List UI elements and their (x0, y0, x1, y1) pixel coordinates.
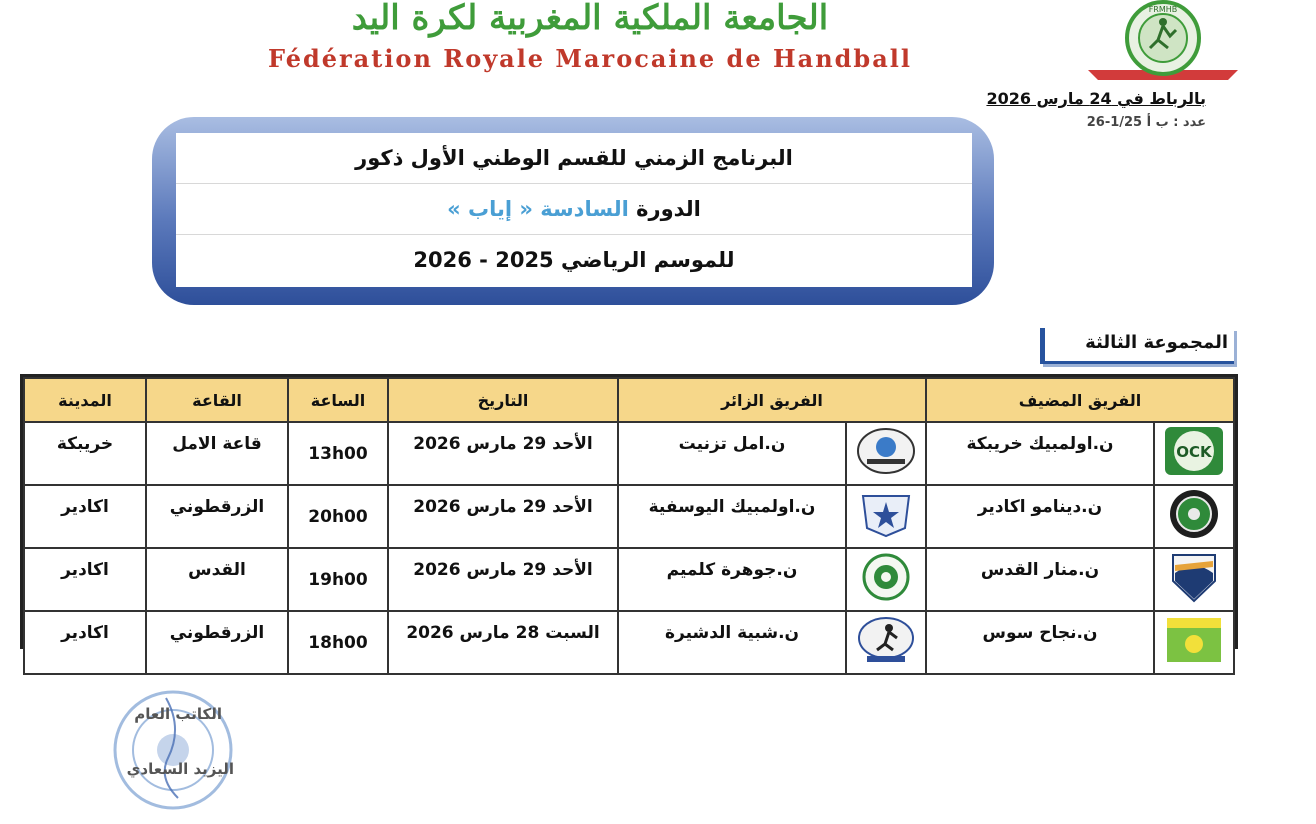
header-date: التاريخ (388, 378, 618, 422)
away-logo-cell (846, 422, 926, 485)
match-city: اكادير (24, 485, 146, 548)
title-line-3: للموسم الرياضي 2025 - 2026 (413, 248, 735, 272)
match-hall: الزرقطوني (146, 485, 288, 548)
header-city: المدينة (24, 378, 146, 422)
home-team: ن.منار القدس (926, 548, 1154, 611)
match-hall: الزرقطوني (146, 611, 288, 674)
away-team: ن.شبية الدشيرة (618, 611, 846, 674)
match-city: اكادير (24, 548, 146, 611)
federation-french-name: Fédération Royale Marocaine de Handball (267, 44, 912, 73)
najah-souss-logo (1163, 614, 1225, 666)
match-date: السبت 28 مارس 2026 (388, 611, 618, 674)
match-time: 20h00 (288, 485, 388, 548)
home-logo-cell (1154, 485, 1234, 548)
home-logo-cell (1154, 548, 1234, 611)
table-row (24, 485, 1234, 548)
away-logo-cell (846, 485, 926, 548)
chabiba-dcheira-logo (855, 614, 917, 666)
match-city: خريبكة (24, 422, 146, 485)
official-stamp (108, 678, 238, 818)
match-time: 19h00 (288, 548, 388, 611)
manar-al-qods-logo (1163, 551, 1225, 603)
title-line-1: البرنامج الزمني للقسم الوطني الأول ذكور (176, 133, 972, 184)
title-box (176, 133, 972, 287)
place-and-date: بالرباط في 24 مارس 2026 (986, 89, 1206, 108)
header-home-team: الفريق المضيف (926, 378, 1234, 422)
away-team: ن.امل تزنيت (618, 422, 846, 485)
reference-number: عدد : ب أ 1/25-26 (1086, 115, 1206, 130)
group-label: المجموعة الثالثة (1040, 328, 1234, 364)
svg-text:OCK: OCK (1176, 443, 1212, 461)
match-date: الأحد 29 مارس 2026 (388, 485, 618, 548)
match-time: 13h00 (288, 422, 388, 485)
home-team: ن.اولمبيك خريبكة (926, 422, 1154, 485)
away-logo-cell (846, 611, 926, 674)
away-logo-cell (846, 548, 926, 611)
home-team: ن.نجاح سوس (926, 611, 1154, 674)
table-row (24, 422, 1234, 485)
home-team: ن.دينامو اكادير (926, 485, 1154, 548)
home-logo-cell (1154, 611, 1234, 674)
away-team: ن.جوهرة كلميم (618, 548, 846, 611)
dynamo-agadir-logo (1163, 488, 1225, 540)
ock-logo (1163, 425, 1225, 477)
header-hall: القاعة (146, 378, 288, 422)
match-date: الأحد 29 مارس 2026 (388, 422, 618, 485)
away-team: ن.اولمبيك اليوسفية (618, 485, 846, 548)
table-row (24, 548, 1234, 611)
olympic-youssoufia-logo (855, 488, 917, 540)
home-logo-cell (1154, 422, 1234, 485)
round-label: الدورة (636, 197, 701, 221)
federation-arabic-name: الجامعة الملكية المغربية لكرة اليد (351, 0, 829, 38)
match-date: الأحد 29 مارس 2026 (388, 548, 618, 611)
jawhara-guelmim-logo (855, 551, 917, 603)
match-city: اكادير (24, 611, 146, 674)
title-line-2 (176, 184, 972, 235)
match-hall: القدس (146, 548, 288, 611)
header-away-team: الفريق الزائر (618, 378, 926, 422)
schedule-table (20, 374, 1238, 653)
match-time: 18h00 (288, 611, 388, 674)
federation-logo (1078, 0, 1248, 82)
signatory-name: اليزيد السعادي (126, 760, 234, 778)
svg-text:FRMHB: FRMHB (1148, 5, 1178, 14)
match-hall: قاعة الامل (146, 422, 288, 485)
round-number: السادسة « إياب » (447, 197, 629, 221)
table-row (24, 611, 1234, 674)
header-time: الساعة (288, 378, 388, 422)
table-header-row (24, 378, 1234, 422)
amal-tiznit-logo (855, 425, 917, 477)
signatory-title: الكاتب العام (134, 705, 222, 723)
